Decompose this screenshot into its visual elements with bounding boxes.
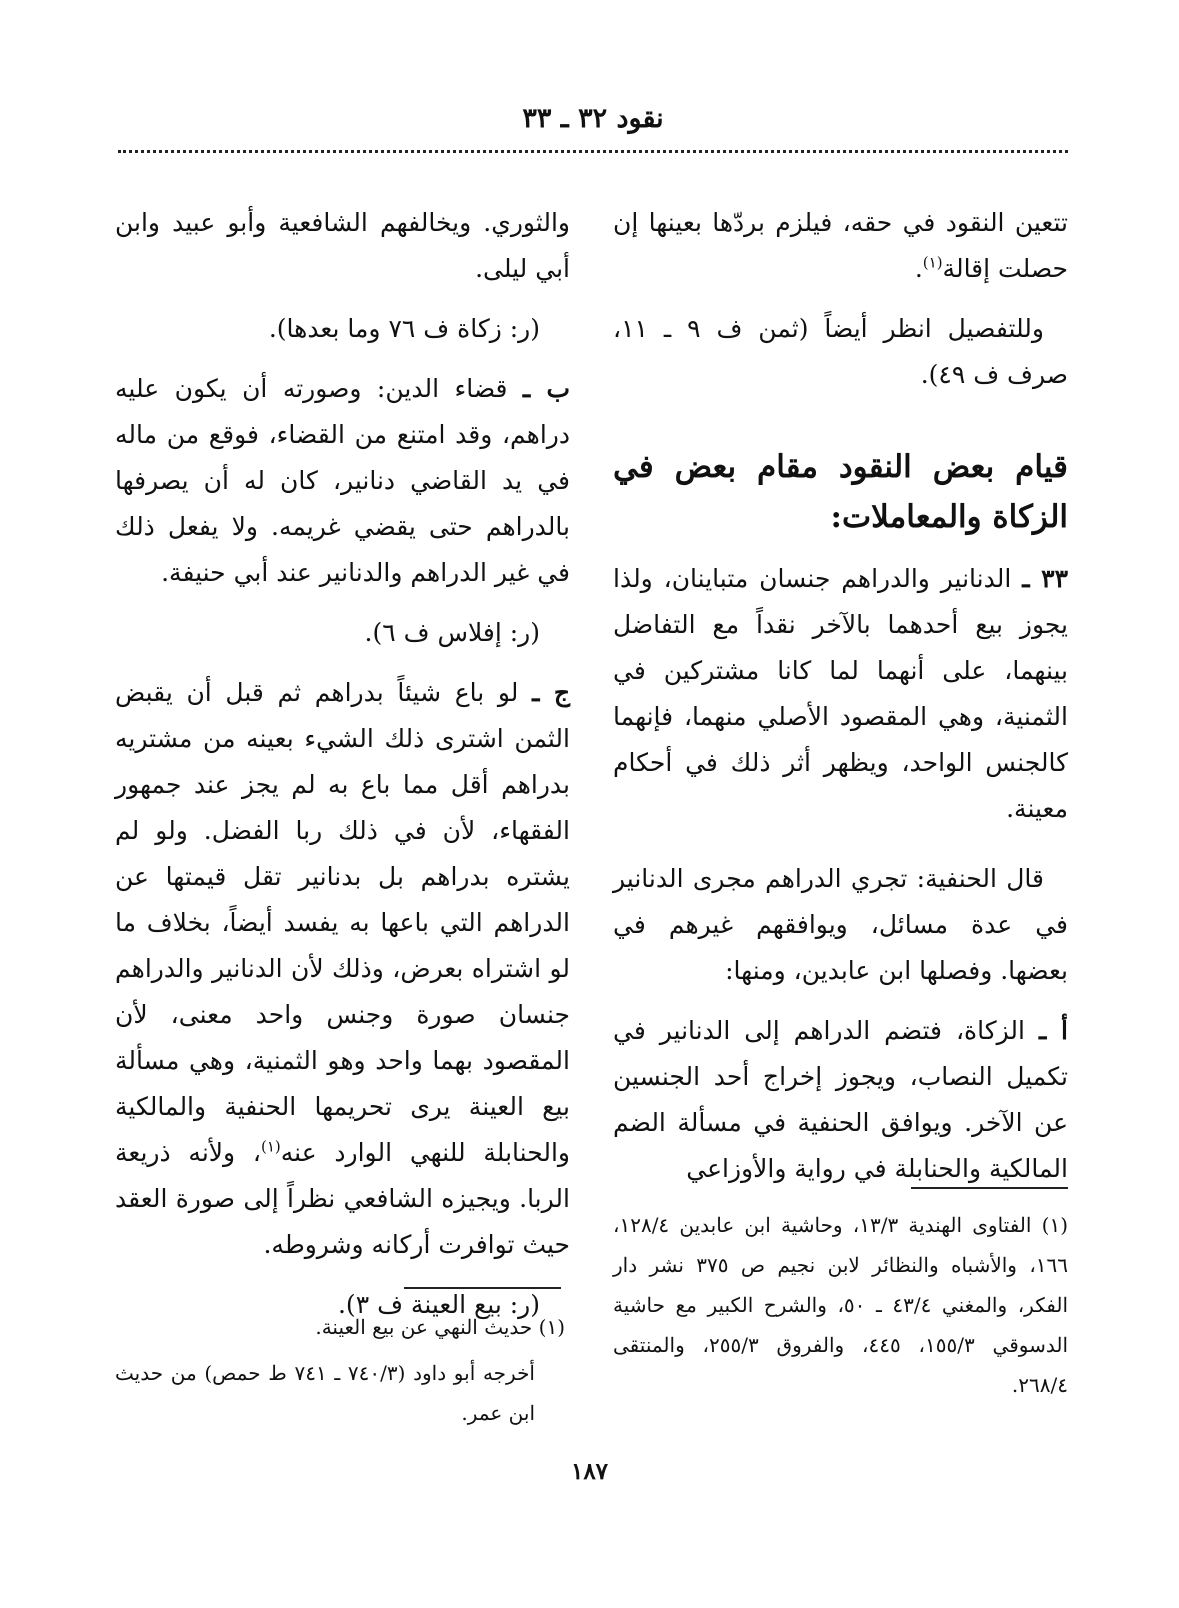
footnote-marker: (١): [922, 253, 943, 272]
paragraph: [613, 556, 1068, 832]
item-label: أ ـ: [1038, 1016, 1068, 1045]
paragraph-text: لو باع شيئاً بدراهم ثم قبل أن يقبض الثمن اشترى ذلك الشيء بعينه من مشتريه بدراهم أقل مما باع به لم يجز عند جمهور الفقهاء، لأن في ذلك ربا الفضل. ولو لم يشتره بدراهم بل بدنانير تقل قيمتها عن الدراهم التي باعها به يفسد أيضاً، بخلاف ما لو اشتراه بعرض، وذلك لأن الدنانير والدراهم جنسان صورة وجنس واحد معنى، لأن المقصود بهما واحد وهو الثمنية، وهي مسألة بيع العينة يرى تحريمها الحنفية والمالكية والحنابلة للنهي الوارد عنه: [115, 678, 570, 1167]
paragraph-text: ، ولأنه ذريعة الربا. ويجيزه الشافعي نظراً إلى صورة العقد حيث توافرت أركانه وشروطه.: [115, 1138, 570, 1259]
paragraph: قال الحنفية: تجري الدراهم مجرى الدنانير في عدة مسائل، ويوافقهم غيرهم في بعضها. وفصلها ابن عابدين، ومنها:: [613, 864, 1068, 985]
paragraph: وللتفصيل انظر أيضاً (ثمن ف ٩ ـ ١١، صرف ف ٤٩).: [613, 314, 1068, 389]
footnote-divider: [404, 1287, 561, 1289]
paragraph-text: .: [914, 254, 923, 283]
page-header: [118, 103, 1068, 134]
paragraph: [115, 670, 570, 1268]
spacer: [613, 412, 1068, 442]
header-dotted-divider: [118, 150, 1068, 153]
paragraph-text: الدنانير والدراهم جنسان متباينان، ولذا يجوز بيع أحدهما بالآخر نقداً مع التفاضل بينهما، على أنهما لما كانا مشتركين في الثمنية، وهي المقصود الأصلي منهما، فإنهما كالجنس الواحد، ويظهر أثر ذلك في أحكام معينة.: [613, 564, 1068, 823]
item-label: ب ـ: [522, 374, 570, 403]
paragraph: [613, 200, 1068, 292]
item-label: ج ـ: [532, 678, 571, 707]
cross-reference: (ر: زكاة ف ٧٦ وما بعدها).: [268, 314, 540, 343]
paragraph: [613, 1008, 1068, 1192]
footnotes-right: [613, 1205, 1068, 1411]
footnote: (١) الفتاوى الهندية ١٣/٣، وحاشية ابن عابدين ١٢٨/٤، ١٦٦، والأشباه والنظائر لابن نجيم ص ٣٧٥ نشر دار الفكر، والمغني ٤٣/٤ ـ ٥٠، والشرح الكبير مع حاشية الدسوقي ١٥٥/٣، ٤٤٥، والفروق ٢٥٥/٣، والمنتقى ٢٦٨/٤.: [613, 1213, 1069, 1397]
spacer: [613, 846, 1068, 856]
footnote: (١) حديث النهي عن بيع العينة.: [315, 1315, 565, 1339]
footnotes-left: [115, 1307, 565, 1439]
paragraph: والثوري. ويخالفهم الشافعية وأبو عبيد وابن أبي ليلى.: [115, 208, 570, 283]
paragraph-number: ٣٣ ـ: [1022, 564, 1068, 593]
footnote-detail: أخرجه أبو داود (٧٤٠/٣ ـ ٧٤١ ط حمص) من حديث ابن عمر.: [115, 1361, 535, 1425]
page-title: نقود ٣٢ ـ ٣٣: [522, 103, 664, 134]
footnote-divider: [911, 1187, 1068, 1189]
paragraph-text: الزكاة، فتضم الدراهم إلى الدنانير في تكميل النصاب، ويجوز إخراج أحد الجنسين عن الآخر. ويوافق الحنفية في مسألة الضم المالكية والحنابلة في رواية والأوزاعي: [613, 1016, 1068, 1183]
paragraph: [115, 366, 570, 596]
page-number: ١٨٧: [570, 1458, 609, 1485]
right-column: [613, 200, 1068, 1206]
section-heading: قيام بعض النقود مقام بعض في الزكاة والمعاملات:: [613, 449, 1068, 535]
paragraph-text: تتعين النقود في حقه، فيلزم بردّها بعينها إن حصلت إقالة: [613, 208, 1068, 283]
cross-reference: (ر: بيع العينة ف ٣).: [337, 1290, 540, 1319]
cross-reference: (ر: إفلاس ف ٦).: [364, 618, 540, 647]
footnote-marker: (١): [260, 1137, 281, 1156]
paragraph-text: قضاء الدين: وصورته أن يكون عليه دراهم، وقد امتنع من القضاء، فوقع من ماله في يد القاضي دنانير، كان له أن يصرفها بالدراهم حتى يقضي غريمه. ولا يفعل ذلك في غير الدراهم والدنانير عند أبي حنيفة.: [115, 374, 570, 587]
left-column: [115, 200, 570, 1342]
